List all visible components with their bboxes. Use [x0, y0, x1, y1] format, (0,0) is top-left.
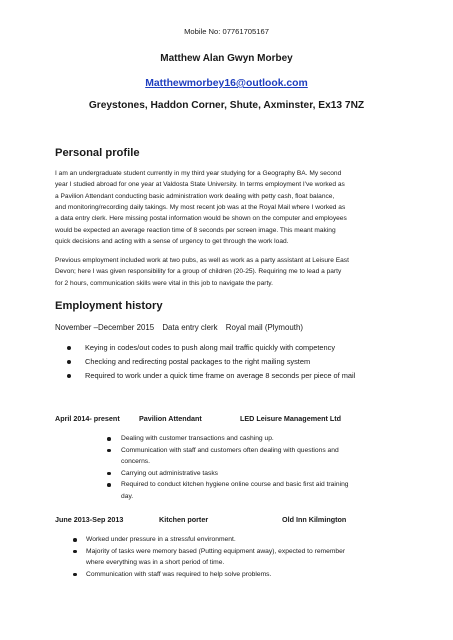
text-line: and monitoring/recording daily takings. My most recent job was at the Royal Mail where I worked as [55, 204, 346, 212]
job-3-employer: Old Inn Kilmington [282, 515, 347, 524]
text-line: day. [121, 492, 134, 500]
list-item [107, 433, 397, 445]
job-3-duties [55, 534, 395, 580]
personal-profile-heading: Personal profile [55, 147, 140, 159]
text-line: Required to conduct kitchen hygiene online course and basic first aid training [121, 481, 349, 488]
list-item [107, 468, 397, 480]
text-line: would be expected an average reaction time of 8 seconds per screen image. This meant making [55, 226, 336, 234]
text-line: a Pavilion Attendant conducting basic administration work dealing with petty cash, float balance, [55, 192, 335, 200]
job-3-title: Kitchen porter [159, 515, 209, 524]
list-item: Required to work under a quick time frame on average 8 seconds per piece of mail [55, 369, 355, 383]
text-line: I am an undergraduate student currently in my third year studying for a Geography BA. My second [55, 170, 342, 177]
list-item [107, 479, 397, 502]
text-line: where everything was in a short period of time. [86, 559, 225, 566]
text-line: Previous employment included work at two pubs, as well as work as a party assistant at Leisure East [55, 257, 349, 264]
text-line: Dealing with customer transactions and cashing up. [121, 435, 274, 442]
text-line: Devon; here I was given responsibility for a group of children (20-25). Requiring me to lead a party [55, 268, 342, 276]
job-1-duties [55, 341, 355, 383]
job-3-dates: June 2013-Sep 2013 [55, 515, 124, 524]
list-item [55, 546, 395, 569]
job-1-header [55, 323, 309, 332]
job-2-duties [107, 433, 397, 502]
job-2-dates: April 2014- present [55, 414, 120, 423]
full-name: Matthew Alan Gwyn Morbey [160, 53, 293, 64]
text-line: year I studied abroad for one year at Valdosta State University. In terms employment I've worked as [55, 181, 345, 189]
list-item [55, 534, 395, 546]
list-item [55, 569, 395, 581]
list-item: Checking and redirecting postal packages to the right mailing system [55, 355, 355, 369]
job-1-dates: November –December 2015 [55, 323, 155, 332]
job-2-employer: LED Leisure Management Ltd [240, 414, 342, 423]
text-line: quick decisions and acting with a sense of urgency to get through the work load. [55, 238, 289, 246]
profile-paragraph-1 [55, 168, 407, 247]
text-line: Carrying out administrative tasks [121, 469, 219, 477]
text-line: concerns. [121, 458, 150, 465]
text-line: Communication with staff was required to help solve problems. [86, 570, 272, 578]
text-line: Majority of tasks were memory based (Putting equipment away), expected to remember [86, 547, 346, 555]
list-item [107, 445, 397, 468]
profile-paragraph-2 [55, 255, 407, 289]
address: Greystones, Haddon Corner, Shute, Axminster, Ex13 7NZ [88, 100, 365, 111]
mobile-number: Mobile No: 07761705167 [184, 27, 269, 36]
job-1-title: Data entry clerk [162, 323, 218, 332]
employment-history-heading: Employment history [55, 300, 163, 312]
email-link[interactable]: Matthewmorbey16@outlook.com [145, 78, 308, 89]
text-line: for 2 hours, communication skills were vital in this job to navigate the party. [55, 279, 273, 287]
text-line: Worked under pressure in a stressful environment. [86, 536, 236, 543]
job-2-title: Pavilion Attendant [139, 414, 202, 423]
text-line: a data entry clerk. Here missing postal information would be shown on the computer and employees [55, 215, 347, 223]
text-line: Communication with staff and customers often dealing with questions and [121, 446, 339, 454]
list-item: Keying in codes/out codes to push along mail traffic quickly with competency [55, 341, 355, 355]
job-1-employer: Royal mail (Plymouth) [225, 323, 303, 332]
